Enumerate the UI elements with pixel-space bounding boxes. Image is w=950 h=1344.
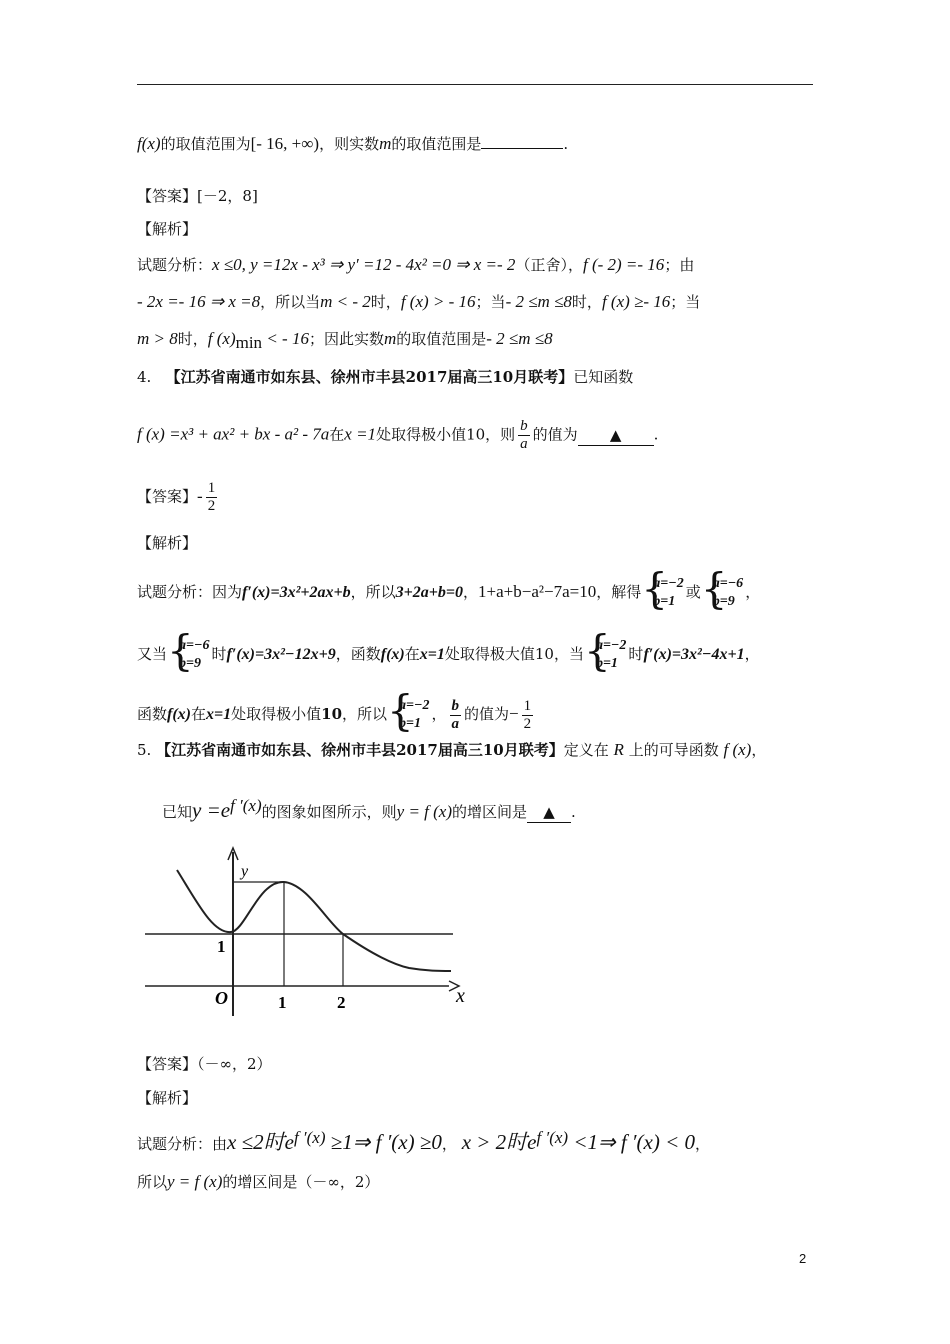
q4-answer: 【答案】- $\frac{1}{2}$: [137, 480, 216, 514]
q4-system-2: { a=−6 b=9: [703, 575, 743, 611]
q4-analysis-line1: 试题分析：因为f′(x)=3x²+2ax+b，所以3+2a+b=0，1+a+b−a²−7a=10，解得 { a=−2 b=1 或 { a=−6 b=9 ，: [137, 575, 760, 611]
graph-origin-label: O: [215, 988, 228, 1008]
q4-analysis-line2: 又当 { a=−6 b=9 时f′(x)=3x²−12x+9，函数f(x)在x=1处取得极大值10，当 { a=−2 b=1 时f′(x)=3x²−4x+1，: [137, 637, 760, 673]
q5-graph: [137, 840, 477, 1020]
q5-answer-blank: ▲: [527, 802, 571, 823]
q3-stem: f(x)的取值范围为[- 16, +∞)，则实数m的取值范围是 .: [137, 134, 569, 153]
graph-tick-1x: 1: [278, 993, 287, 1012]
q4-system-1: { a=−2 b=1: [643, 575, 683, 611]
q4-analysis-label: 【解析】: [137, 534, 198, 552]
graph-x-label: x: [456, 985, 465, 1007]
q3-analysis-line3: m > 8时，f $(x)_{min}$ < - 16；因此实数m的取值范围是- 2 ≤m ≤8: [137, 329, 553, 352]
q5-stem: 已知$y =e^{f '(x)}$的图象如图所示，则y = f (x)的增区间是 ▲ .: [162, 796, 576, 822]
q5-analysis-line2: 所以y = f (x)的增区间是（－∞，2）: [137, 1172, 380, 1191]
q3-analysis-line2: - 2x =- 16 ⇒ x =8，所以当m < - 2时，f (x) > - 16；当- 2 ≤m ≤8时，f (x) ≥- 16；当: [137, 292, 701, 311]
q4-stem: f (x) =x³ + ax² + bx - a² - 7a在x =1处取得极小值10，则 $\frac{b}{a}$ 的值为 ▲ .: [137, 418, 659, 452]
q3-analysis-label: 【解析】: [137, 220, 198, 238]
q4-system-5: { a=−2 b=1: [389, 697, 429, 733]
graph-tick-1y: 1: [217, 937, 226, 956]
q4-heading: 4. 【江苏省南通市如东县、徐州市丰县2017届高三10月联考】已知函数: [137, 368, 634, 386]
page-number: 2: [799, 1251, 807, 1266]
q4-system-4: { a=−2 b=1: [586, 637, 626, 673]
q4-answer-blank: ▲: [578, 425, 654, 446]
q4-analysis-line3: 函数f(x)在x=1处取得极小值10，所以 { a=−2 b=1 ， $\frac{b}{a}$ 的值为− $\frac{1}{2}$: [137, 697, 536, 733]
q4-system-3: { a=−6 b=9: [169, 637, 209, 673]
header-rule: [137, 84, 813, 85]
graph-tick-2x: 2: [337, 993, 346, 1012]
graph-y-label: y: [241, 863, 249, 880]
q5-analysis-label: 【解析】: [137, 1089, 198, 1107]
q3-analysis-line1: 试题分析：x ≤0, y =12x - x³ ⇒ y′ =12 - 4x² =0 ⇒ x =- 2（正舍），f (- 2) =- 16；由: [137, 255, 695, 274]
q5-heading: 5. 【江苏省南通市如东县、徐州市丰县2017届高三10月联考】定义在 R 上的可导函数 f (x)，: [137, 740, 767, 759]
q5-analysis-line1: 试题分析：由x ≤2时$e^{f '(x)}$ ≥1⇒ f ′(x) ≥0， x > 2时$e^{f '(x)}$ <1⇒ f ′(x) < 0，: [137, 1128, 711, 1154]
q3-answer: 【答案】[－2，8]: [137, 187, 258, 205]
q4-stem-fraction: $\frac{b}{a}$: [520, 418, 528, 452]
q5-answer: 【答案】（－∞，2）: [137, 1055, 272, 1073]
